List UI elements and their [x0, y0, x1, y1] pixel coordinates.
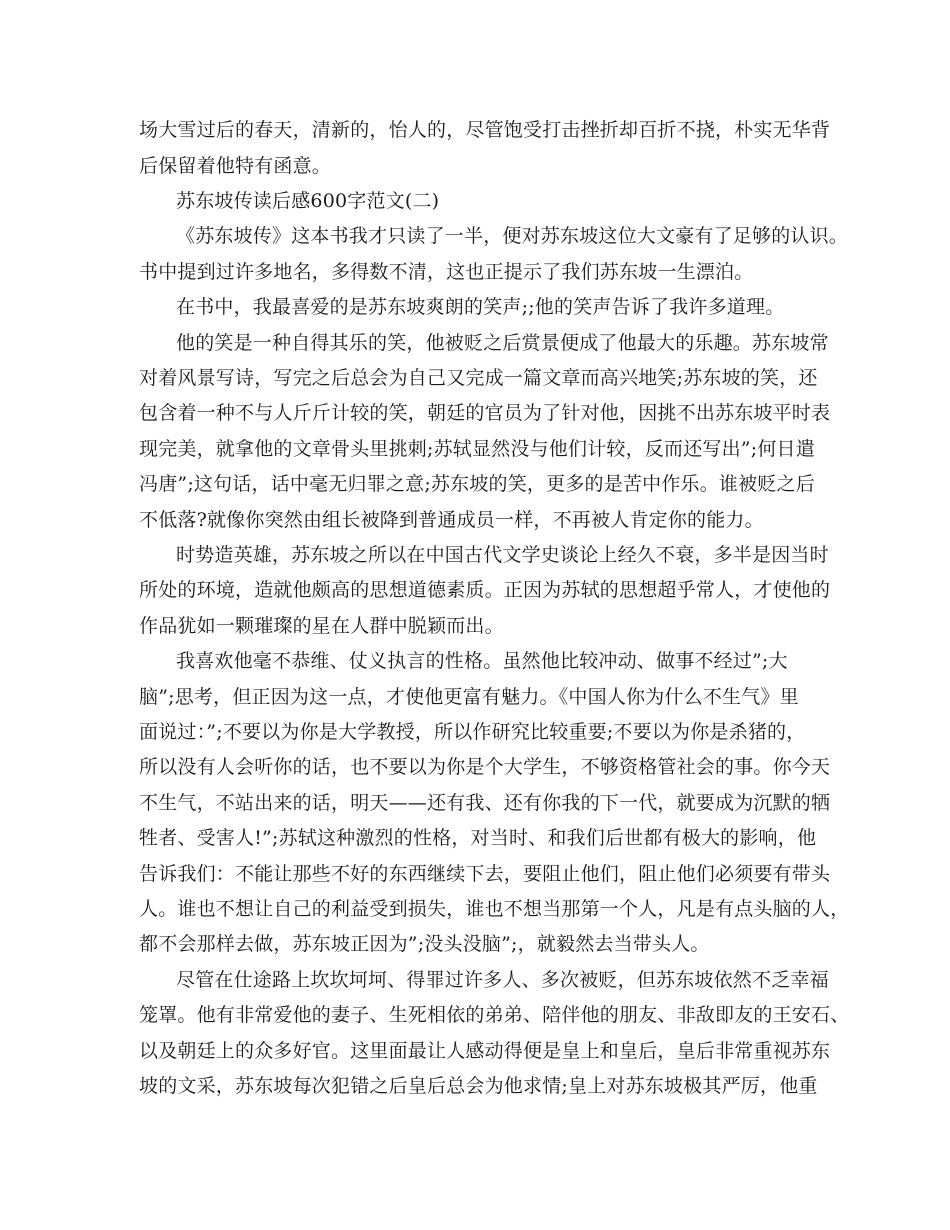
- text-line: 对着风景写诗，写完之后总会为自己又完成一篇文章而高兴地笑;苏东坡的笑，还: [139, 367, 818, 389]
- text-line: 现完美，就拿他的文章骨头里挑刺;苏轼显然没与他们计较，反而还写出”;何日遣: [139, 438, 815, 460]
- text-line: 包含着一种不与人斤斤计较的笑，朝廷的官员为了针对他，因挑不出苏东坡平时表: [139, 402, 831, 424]
- text-line: 都不会那样去做，苏东坡正因为”;没头没脑”;，就毅然去当带头人。: [139, 933, 710, 955]
- text-line: 书中提到过许多地名，多得数不清，这也正提示了我们苏东坡一生漂泊。: [139, 261, 754, 283]
- text-line: 牲者、受害人!”;苏轼这种激烈的性格，对当时、和我们后世都有极大的影响，他: [139, 827, 817, 849]
- text-line: 以及朝廷上的众多好官。这里面最让人感动得便是皇上和皇后，皇后非常重视苏东: [139, 1040, 831, 1062]
- text-line: 所处的环境，造就他颇高的思想道德素质。正因为苏轼的思想超乎常人，才使他的: [139, 579, 831, 601]
- text-line: 场大雪过后的春天，清新的，怡人的，尽管饱受打击挫折却百折不挠，朴实无华背: [139, 119, 831, 141]
- text-line: 不低落?就像你突然由组长被降到普通成员一样，不再被人肯定你的能力。: [139, 509, 764, 531]
- text-line: 脑”;思考，但正因为这一点，才使他更富有魅力。《中国人你为什么不生气》里: [139, 686, 799, 708]
- paragraph-start: 在书中，我最喜爱的是苏东坡爽朗的笑声;;他的笑声告诉了我许多道理。: [176, 296, 785, 318]
- text-line: 作品犹如一颗璀璨的星在人群中脱颖而出。: [139, 615, 504, 637]
- text-line: 所以没有人会听你的话，也不要以为你是个大学生，不够资格管社会的事。你今天: [139, 756, 831, 778]
- text-line: 告诉我们：不能让那些不好的东西继续下去，要阻止他们，阻止他们必须要有带头: [139, 863, 831, 885]
- text-line: 坡的文采，苏东坡每次犯错之后皇后总会为他求情;皇上对苏东坡极其严厉，他重: [139, 1075, 818, 1097]
- paragraph-start: 我喜欢他毫不恭维、仗义执言的性格。虽然他比较冲动、做事不经过”;大: [176, 650, 788, 672]
- paragraph-start: 尽管在仕途路上坎坎坷坷、得罪过许多人、多次被贬，但苏东坡依然不乏幸福: [176, 969, 829, 991]
- paragraph-start: 他的笑是一种自得其乐的笑，他被贬之后赏景便成了他最大的乐趣。苏东坡常: [176, 332, 829, 354]
- paragraph-start: 时势造英雄，苏东坡之所以在中国古代文学史谈论上经久不衰，多半是因当时: [176, 544, 829, 566]
- paragraph-start: 《苏东坡传》这本书我才只读了一半，便对苏东坡这位大文豪有了足够的认识。: [176, 225, 849, 247]
- section-heading: 苏东坡传读后感600字范文(二): [176, 190, 440, 212]
- text-line: 人。谁也不想让自己的利益受到损失，谁也不想当那第一个人，凡是有点头脑的人，: [139, 898, 850, 920]
- text-line: 冯唐”;这句话，话中毫无归罪之意;苏东坡的笑，更多的是苦中作乐。谁被贬之后: [139, 473, 815, 495]
- text-line: 后保留着他特有函意。: [139, 155, 332, 177]
- text-line: 笼罩。他有非常爱他的妻子、生死相依的弟弟、陪伴他的朋友、非敌即友的王安石、: [139, 1004, 850, 1026]
- text-line: 面说过：”;不要以为你是大学教授，所以作研究比较重要;不要以为你是杀猪的，: [139, 721, 806, 743]
- text-line: 不生气，不站出来的话，明天——还有我、还有你我的下一代，就要成为沉默的牺: [139, 792, 831, 814]
